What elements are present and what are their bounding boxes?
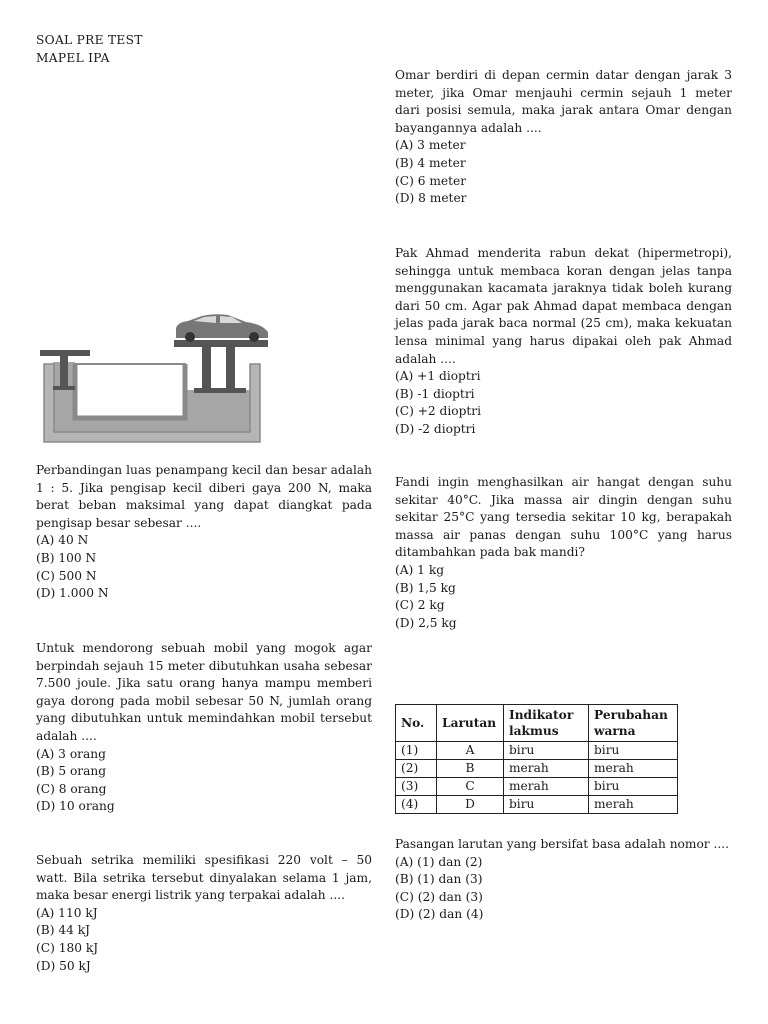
small-piston-head bbox=[53, 386, 75, 390]
option-d[interactable]: (D) -2 dioptri bbox=[395, 421, 476, 436]
option-a[interactable]: (A) 40 N bbox=[36, 533, 89, 548]
option-c[interactable]: (C) +2 dioptri bbox=[395, 404, 482, 419]
inner-channel bbox=[75, 364, 185, 418]
cell-indicator: biru bbox=[504, 742, 589, 760]
option-d[interactable]: (D) 1.000 N bbox=[36, 586, 109, 601]
option-b[interactable]: (B) 5 orang bbox=[36, 764, 107, 779]
option-c[interactable]: (C) 2 kg bbox=[395, 598, 445, 613]
option-b[interactable]: (B) 100 N bbox=[36, 550, 97, 565]
option-b[interactable]: (B) (1) dan (3) bbox=[395, 872, 483, 887]
answer-options bbox=[395, 854, 732, 924]
option-a[interactable]: (A) +1 dioptri bbox=[395, 369, 481, 384]
table-row bbox=[396, 796, 678, 814]
option-a[interactable]: (A) 1 kg bbox=[395, 562, 444, 577]
page-header bbox=[36, 32, 143, 67]
col-header-solution: Larutan bbox=[437, 705, 504, 742]
option-b[interactable]: (B) 4 meter bbox=[395, 155, 466, 170]
table-row bbox=[396, 742, 678, 760]
question-text: Untuk mendorong sebuah mobil yang mogok agar berpindah sejauh 15 meter dibutuhkan usaha sebesar 7.500 joule. Jika satu orang hanya mampu memberi gaya dorong pada mobil sebesar 50 N, jumlah orang yang dibutuhkan untuk memindahkan mobil tersebut adalah .... bbox=[36, 641, 372, 743]
answer-options bbox=[36, 905, 372, 975]
col-header-color-change: Perubahan warna bbox=[589, 705, 678, 742]
option-c[interactable]: (C) 500 N bbox=[36, 568, 97, 583]
col-header-indicator: Indikator lakmus bbox=[504, 705, 589, 742]
cell-solution: D bbox=[437, 796, 504, 814]
option-d[interactable]: (D) 8 meter bbox=[395, 191, 467, 206]
table-row bbox=[396, 760, 678, 778]
question-mirror bbox=[395, 67, 732, 208]
large-piston-rod-left bbox=[202, 346, 211, 390]
cell-indicator: merah bbox=[504, 760, 589, 778]
option-a[interactable]: (A) 110 kJ bbox=[36, 905, 98, 920]
question-text: Fandi ingin menghasilkan air hangat dengan suhu sekitar 40°C. Jika massa air dingin dengan suhu sekitar 25°C yang tersedia sekitar 10 kg, berapakah massa air panas dengan suhu 100°C yang harus ditambahkan pada bak mandi? bbox=[395, 475, 732, 560]
question-lens bbox=[395, 245, 732, 439]
answer-options bbox=[395, 562, 732, 632]
question-text: Pak Ahmad menderita rabun dekat (hipermetropi), sehingga untuk membaca koran dengan jelas tanpa menggunakan kacamata jaraknya tidak boleh kurang dari 50 cm. Agar pak Ahmad dapat membaca dengan jelas pada jarak baca normal (25 cm), maka kekuatan lensa minimal yang harus dipakai oleh pak Ahmad adalah .... bbox=[395, 246, 732, 366]
cell-no: (4) bbox=[396, 796, 437, 814]
question-text: Perbandingan luas penampang kecil dan besar adalah 1 : 5. Jika pengisap kecil diberi gaya 200 N, maka berat beban maksimal yang dapat diangkat pada pengisap besar sebesar .... bbox=[36, 463, 372, 530]
fluid-large-column bbox=[196, 392, 248, 402]
option-c[interactable]: (C) 180 kJ bbox=[36, 940, 99, 955]
small-piston-rod bbox=[60, 354, 68, 388]
option-a[interactable]: (A) 3 meter bbox=[395, 138, 466, 153]
question-text: Pasangan larutan yang bersifat basa adalah nomor .... bbox=[395, 837, 729, 851]
table-header-row bbox=[396, 705, 678, 742]
question-energy bbox=[36, 852, 372, 975]
question-work bbox=[36, 640, 372, 816]
question-base bbox=[395, 836, 732, 924]
subject-title: MAPEL IPA bbox=[36, 50, 110, 65]
option-b[interactable]: (B) 1,5 kg bbox=[395, 580, 456, 595]
option-d[interactable]: (D) 10 orang bbox=[36, 799, 115, 814]
large-piston-head bbox=[194, 388, 246, 393]
option-d[interactable]: (D) 2,5 kg bbox=[395, 615, 457, 630]
cell-color-change: merah bbox=[589, 760, 678, 778]
option-c[interactable]: (C) 6 meter bbox=[395, 173, 467, 188]
table-row bbox=[396, 778, 678, 796]
cell-no: (1) bbox=[396, 742, 437, 760]
question-heat bbox=[395, 474, 732, 632]
question-text: Omar berdiri di depan cermin datar dengan jarak 3 meter, jika Omar menjauhi cermin sejauh 1 meter dari posisi semula, maka jarak antara Omar dengan bayangannya adalah .... bbox=[395, 68, 732, 135]
cell-solution: A bbox=[437, 742, 504, 760]
cell-indicator: biru bbox=[504, 796, 589, 814]
large-piston-rod-right bbox=[226, 346, 235, 390]
cell-color-change: merah bbox=[589, 796, 678, 814]
litmus-table bbox=[395, 704, 678, 814]
answer-options bbox=[36, 532, 372, 602]
hydraulic-press-illustration bbox=[36, 312, 268, 446]
option-c[interactable]: (C) (2) dan (3) bbox=[395, 889, 483, 904]
option-a[interactable]: (A) (1) dan (2) bbox=[395, 854, 483, 869]
cell-indicator: merah bbox=[504, 778, 589, 796]
col-header-no: No. bbox=[396, 705, 437, 742]
answer-options bbox=[36, 746, 372, 816]
cell-color-change: biru bbox=[589, 778, 678, 796]
car-icon bbox=[176, 314, 268, 342]
cell-solution: C bbox=[437, 778, 504, 796]
option-c[interactable]: (C) 8 orang bbox=[36, 781, 107, 796]
option-d[interactable]: (D) (2) dan (4) bbox=[395, 907, 484, 922]
question-hydraulic bbox=[36, 462, 372, 603]
small-piston-handle bbox=[40, 350, 90, 356]
question-text: Sebuah setrika memiliki spesifikasi 220 volt – 50 watt. Bila setrika tersebut dinyalakan selama 1 jam, maka besar energi listrik yang terpakai adalah .... bbox=[36, 853, 372, 903]
answer-options bbox=[395, 137, 732, 207]
cell-no: (3) bbox=[396, 778, 437, 796]
option-d[interactable]: (D) 50 kJ bbox=[36, 958, 91, 973]
option-b[interactable]: (B) 44 kJ bbox=[36, 923, 90, 938]
answer-options bbox=[395, 368, 732, 438]
option-a[interactable]: (A) 3 orang bbox=[36, 746, 106, 761]
cell-color-change: biru bbox=[589, 742, 678, 760]
option-b[interactable]: (B) -1 dioptri bbox=[395, 386, 475, 401]
cell-no: (2) bbox=[396, 760, 437, 778]
cell-solution: B bbox=[437, 760, 504, 778]
test-title: SOAL PRE TEST bbox=[36, 33, 143, 47]
